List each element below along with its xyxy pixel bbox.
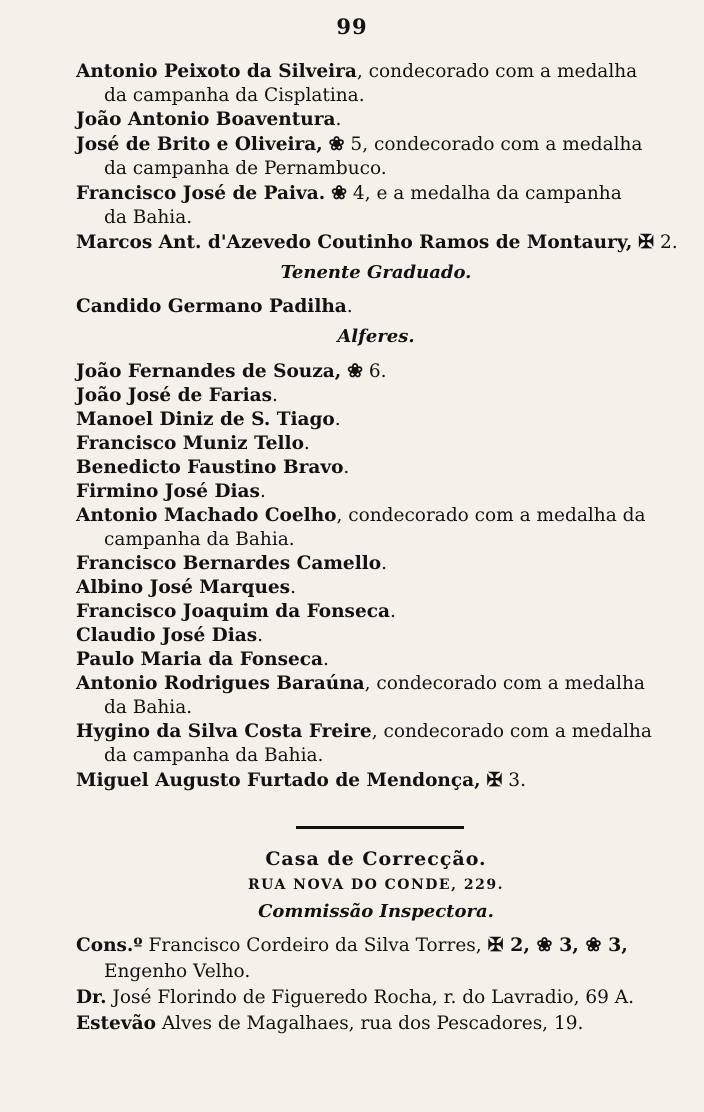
officer-name: João Fernandes de Souza, [76, 361, 342, 382]
member-title: Dr. [76, 987, 107, 1008]
officer-name: Albino José Marques [76, 577, 291, 598]
order-degree: 5 [350, 134, 363, 155]
list-item [76, 1011, 676, 1037]
cross-order-icon: ✠ [486, 769, 503, 791]
list-item [76, 504, 676, 528]
officer-name: João Antonio Boaventura [76, 109, 336, 130]
officer-note: , condecorado com a medalha [356, 61, 638, 82]
list-item-continuation: da campanha da Bahia. [104, 745, 324, 766]
officer-name: Hygino da Silva Costa Freire [76, 721, 372, 742]
member-text: Francisco Cordeiro da Silva Torres, [148, 935, 482, 956]
officer-name: Francisco Bernardes Camello [76, 553, 382, 574]
member-list [76, 932, 676, 1037]
cross-order-icon: ✠ [638, 231, 655, 253]
list-item [76, 181, 676, 206]
order-degree: 3 [508, 770, 521, 791]
member-title: Cons.º [76, 935, 143, 956]
list-item: João Antonio Boaventura. [76, 109, 342, 130]
officer-name: Claudio José Dias [76, 625, 258, 646]
officer-name: João José de Farias [76, 385, 273, 406]
list-item: Francisco Bernardes Camello. [76, 553, 387, 574]
list-item: Manoel Diniz de S. Tiago. [76, 409, 341, 430]
list-item: João José de Farias. [76, 385, 278, 406]
member-text: José Florindo de Figueredo Rocha, r. do Lavradio, 69 A. [112, 987, 635, 1008]
officer-name: Antonio Peixoto da Silveira [76, 61, 357, 82]
member-text: Alves de Magalhaes, rua dos Pescadores, 19. [161, 1013, 584, 1034]
officer-name: Paulo Maria da Fonseca [76, 649, 324, 670]
list-item-continuation: campanha da Bahia. [104, 529, 295, 550]
list-item [76, 932, 676, 959]
list-item-continuation: Engenho Velho. [104, 961, 251, 982]
officer-list [76, 60, 676, 793]
list-item: Candido Germano Padilha. [76, 296, 353, 317]
list-item-continuation: da campanha da Cisplatina. [104, 85, 365, 106]
page-number: 99 [336, 14, 368, 39]
rose-order-icon: ❀ [328, 133, 345, 155]
officer-name: Antonio Rodrigues Baraúna [76, 673, 365, 694]
officer-name: Benedicto Faustino Bravo [76, 457, 344, 478]
section-divider [296, 826, 464, 829]
list-item: Miguel Augusto Furtado de Mendonça, ✠ 3. [76, 769, 526, 791]
list-item: Francisco Joaquim da Fonseca. [76, 601, 396, 622]
officer-name: Manoel Diniz de S. Tiago [76, 409, 335, 430]
officer-name: Miguel Augusto Furtado de Mendonça, [76, 770, 481, 791]
section-heading-alferes: Alferes. [337, 326, 415, 347]
rose-order-icon: ❀ [331, 182, 348, 204]
list-item [76, 132, 676, 157]
list-item: Francisco Muniz Tello. [76, 433, 310, 454]
officer-name: Antonio Machado Coelho [76, 505, 337, 526]
rose-order-icon: ❀ [347, 360, 363, 382]
list-item-continuation: da Bahia. [104, 697, 193, 718]
list-item: Benedicto Faustino Bravo. [76, 457, 350, 478]
list-item [76, 60, 676, 84]
officer-note: , condecorado com a medalha [364, 673, 645, 694]
officer-name: Firmino José Dias [76, 481, 260, 502]
officer-name: Francisco José de Paiva. [76, 183, 326, 204]
officer-note: , condecorado com a medalha [371, 721, 652, 742]
casa-section [76, 846, 676, 1037]
order-icons: ✠ 2, ❀ 3, ❀ 3, [487, 934, 628, 956]
officer-name: Francisco Joaquim da Fonseca [76, 601, 390, 622]
list-item-continuation: da Bahia. [104, 207, 193, 228]
commissao-heading: Commissão Inspectora. [258, 901, 494, 922]
order-degree: 6 [368, 361, 381, 382]
officer-name: Francisco Muniz Tello [76, 433, 304, 454]
list-item-continuation: da campanha de Pernambuco. [104, 158, 387, 179]
list-item: João Fernandes de Souza, ❀ 6. [76, 360, 387, 382]
officer-note: , e a medalha da campanha [364, 183, 622, 204]
member-title: Estevão [76, 1013, 156, 1034]
list-item: Albino José Marques. [76, 577, 296, 598]
officer-name: Candido Germano Padilha [76, 296, 347, 317]
officer-note: , condecorado com a medalha da [336, 505, 646, 526]
list-item [76, 720, 676, 744]
list-item: Claudio José Dias. [76, 625, 264, 646]
officer-note: , condecorado com a medalha [362, 134, 643, 155]
casa-address: RUA NOVA DO CONDE, 229. [248, 877, 504, 893]
section-heading-tenente: Tenente Graduado. [280, 262, 472, 283]
list-item: Marcos Ant. d'Azevedo Coutinho Ramos de Montaury, ✠ 2. [76, 231, 678, 253]
list-item [76, 985, 676, 1011]
officer-name: José de Brito e Oliveira, [76, 134, 323, 155]
list-item: Firmino José Dias. [76, 481, 266, 502]
order-degree: 4 [352, 183, 365, 204]
officer-name: Marcos Ant. d'Azevedo Coutinho Ramos de Montaury, [76, 232, 633, 253]
list-item: Paulo Maria da Fonseca. [76, 649, 329, 670]
order-degree: 2 [659, 232, 672, 253]
casa-title: Casa de Correcção. [265, 848, 487, 870]
list-item [76, 672, 676, 696]
